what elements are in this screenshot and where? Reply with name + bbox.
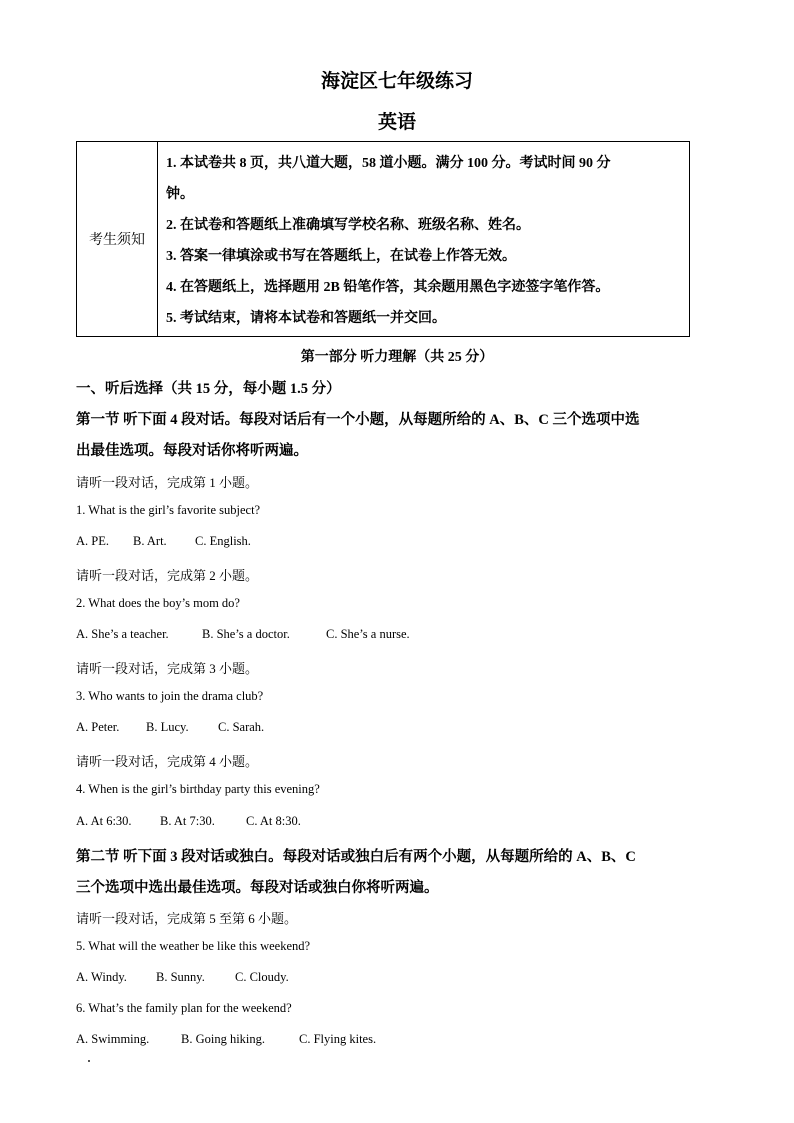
listen-instruction-4: 请听一段对话，完成第 4 小题。 (76, 754, 259, 769)
question-5: 5. What will the weather be like this weekend? (76, 939, 311, 953)
listen-instruction-5-6: 请听一段对话，完成第 5 至第 6 小题。 (76, 911, 298, 926)
option-b: B. Lucy. (146, 720, 189, 734)
option-b: B. She’s a doctor. (202, 627, 290, 641)
question-4: 4. When is the girl’s birthday party this evening? (76, 782, 320, 796)
options-3 (76, 720, 264, 735)
notice-line-6: 5. 考试结束，请将本试卷和答题纸一并交回。 (166, 311, 446, 326)
option-a: A. At 6:30. (76, 814, 132, 828)
listen-instruction-3: 请听一段对话，完成第 3 小题。 (76, 661, 259, 676)
option-c: C. Cloudy. (235, 970, 289, 984)
notice-line-4: 3. 答案一律填涂或书写在答题纸上，在试卷上作答无效。 (166, 249, 516, 264)
notice-line-5: 4. 在答题纸上，选择题用 2B 铅笔作答，其余题用黑色字迹签字笔作答。 (166, 280, 610, 295)
question-6: 6. What’s the family plan for the weekend? (76, 1001, 292, 1015)
subject-title: 英语 (377, 112, 416, 133)
listen-instruction-2: 请听一段对话，完成第 2 小题。 (76, 568, 259, 583)
options-1 (76, 534, 251, 549)
jie2-instruction-line1: 第二节 听下面 3 段对话或独白。每段对话或独白后有两个小题，从每题所给的 A、B、C (76, 849, 636, 865)
option-c: C. At 8:30. (246, 814, 301, 828)
jie2-instruction-line2: 三个选项中选出最佳选项。每段对话或独白你将听两遍。 (76, 880, 439, 896)
question-1: 1. What is the girl’s favorite subject? (76, 503, 261, 517)
option-c: C. Flying kites. (299, 1032, 377, 1046)
option-b: B. At 7:30. (160, 814, 215, 828)
option-a: A. Peter. (76, 720, 120, 734)
jie1-instruction-line1: 第一节 听下面 4 段对话。每段对话后有一个小题，从每题所给的 A、B、C 三个选项中选 (76, 412, 640, 428)
part-heading: 第一部分 听力理解（共 25 分） (300, 350, 494, 365)
option-c: C. English. (195, 534, 251, 548)
question-3: 3. Who wants to join the drama club? (76, 689, 264, 703)
notice-line-3: 2. 在试卷和答题纸上准确填写学校名称、班级名称、姓名。 (166, 218, 530, 233)
notice-label: 考生须知 (77, 142, 158, 336)
stray-mark (88, 1060, 90, 1062)
section-heading: 一、听后选择（共 15 分，每小题 1.5 分） (76, 381, 341, 397)
option-c: C. Sarah. (218, 720, 265, 734)
option-a: A. Windy. (76, 970, 127, 984)
option-b: B. Art. (133, 534, 167, 548)
options-5 (76, 970, 289, 985)
notice-line-2: 钟。 (166, 187, 194, 202)
jie1-instruction-line2: 出最佳选项。每段对话你将听两遍。 (76, 443, 308, 459)
options-6 (76, 1032, 376, 1047)
listen-instruction-1: 请听一段对话，完成第 1 小题。 (76, 475, 259, 490)
option-a: A. She’s a teacher. (76, 627, 169, 641)
notice-line-1: 1. 本试卷共 8 页，共八道大题，58 道小题。满分 100 分。考试时间 90 分 (166, 156, 611, 171)
options-2 (76, 627, 410, 642)
exam-title: 海淀区七年级练习 (320, 71, 473, 92)
option-b: B. Going hiking. (181, 1032, 266, 1046)
option-a: A. PE. (76, 534, 109, 548)
option-b: B. Sunny. (156, 970, 205, 984)
option-c: C. She’s a nurse. (326, 627, 410, 641)
question-2: 2. What does the boy’s mom do? (76, 596, 240, 610)
notice-body (158, 142, 689, 336)
options-4 (76, 814, 301, 829)
option-a: A. Swimming. (76, 1032, 150, 1046)
notice-table (76, 141, 690, 337)
